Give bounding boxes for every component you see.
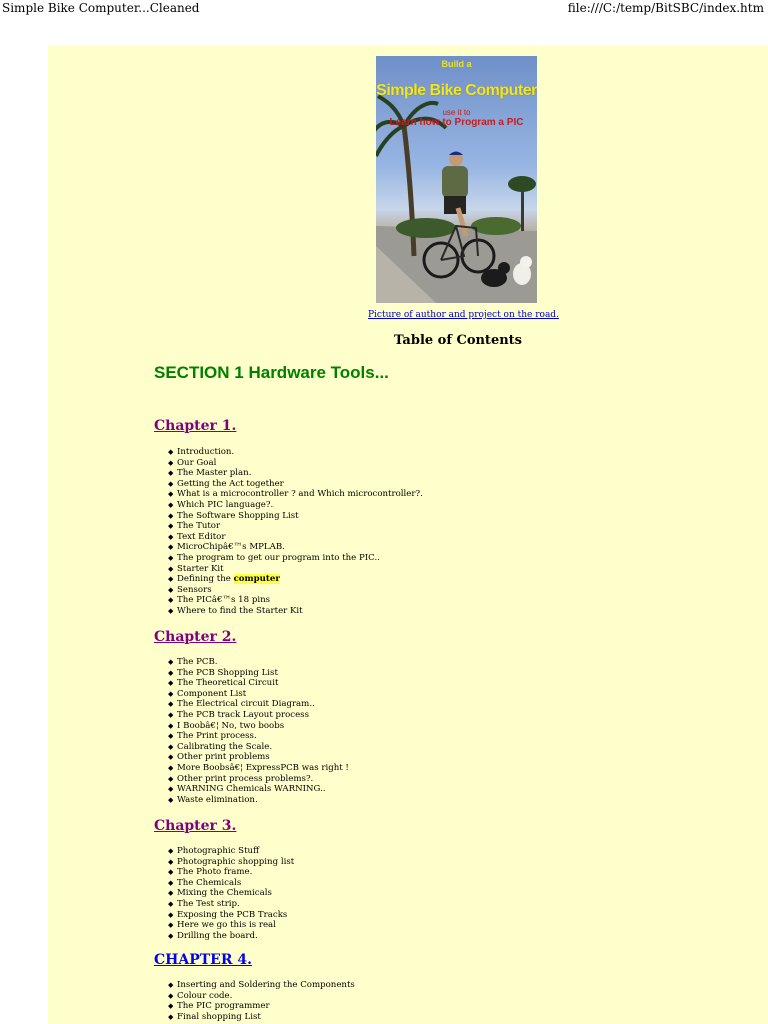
list-item[interactable]: ◆ More Boobsâ€¦ ExpressPCB was right ! — [168, 762, 349, 773]
list-item[interactable]: ◆ Which PIC language?. — [168, 499, 274, 510]
chapter-4-link[interactable]: CHAPTER 4. — [154, 952, 252, 968]
diamond-bullet-icon: ◆ — [168, 742, 174, 751]
list-item[interactable]: ◆ The Tutor — [168, 521, 221, 532]
list-item[interactable]: ◆ The PCB Shopping List — [168, 667, 278, 678]
list-item[interactable]: ◆ Starter Kit — [168, 563, 224, 574]
list-item[interactable]: ◆ Photographic Stuff — [168, 846, 260, 856]
diamond-bullet-icon: ◆ — [168, 575, 174, 584]
diamond-bullet-icon: ◆ — [168, 564, 174, 573]
chapter-3-list — [168, 846, 294, 941]
cover-line-2: Simple Bike Computer — [376, 82, 537, 99]
list-item[interactable]: ◆ The Print process. — [168, 731, 257, 742]
list-item[interactable]: ◆ The Master plan. — [168, 468, 252, 479]
diamond-bullet-icon: ◆ — [168, 700, 174, 709]
chapter-2-link[interactable]: Chapter 2. — [154, 629, 237, 645]
list-item[interactable]: ◆ Exposing the PCB Tracks — [168, 909, 288, 920]
page-url: file:///C:/temp/BitSBC/index.htm — [567, 1, 764, 15]
diamond-bullet-icon: ◆ — [168, 490, 174, 499]
diamond-bullet-icon: ◆ — [168, 795, 174, 804]
diamond-bullet-icon: ◆ — [168, 774, 174, 783]
window-title: Simple Bike Computer...Cleaned — [2, 1, 200, 15]
list-item[interactable]: ◆ Sensors — [168, 584, 212, 595]
chapter-1-link[interactable]: Chapter 1. — [154, 418, 237, 434]
list-item[interactable]: ◆ Mixing the Chemicals — [168, 888, 272, 899]
diamond-bullet-icon: ◆ — [168, 658, 174, 666]
diamond-bullet-icon: ◆ — [168, 679, 174, 688]
list-item[interactable]: ◆ The Electrical circuit Diagram.. — [168, 699, 315, 710]
list-item[interactable]: ◆ MicroChipâ€™s MPLAB. — [168, 542, 285, 553]
list-item[interactable]: ◆ Introduction. — [168, 447, 235, 457]
diamond-bullet-icon: ◆ — [168, 543, 174, 552]
list-item[interactable]: ◆ Colour code. — [168, 990, 233, 1001]
list-item[interactable]: ◆ The Photo frame. — [168, 867, 253, 878]
diamond-bullet-icon: ◆ — [168, 500, 174, 509]
diamond-bullet-icon: ◆ — [168, 763, 174, 772]
highlighted-word: computer — [233, 574, 280, 585]
list-item[interactable]: ◆ The PIC programmer — [168, 1001, 270, 1012]
list-item[interactable]: ◆ Inserting and Soldering the Components — [168, 980, 355, 990]
list-item[interactable]: ◆ The Theoretical Circuit — [168, 678, 279, 689]
diamond-bullet-icon: ◆ — [168, 921, 174, 930]
list-item[interactable]: ◆ WARNING Chemicals WARNING.. — [168, 784, 326, 795]
list-item[interactable]: ◆ What is a microcontroller ? and Which microcontroller?. — [168, 489, 423, 500]
list-item[interactable]: ◆ Defining the computer — [168, 574, 280, 585]
diamond-bullet-icon: ◆ — [168, 479, 174, 488]
diamond-bullet-icon: ◆ — [168, 710, 174, 719]
diamond-bullet-icon: ◆ — [168, 532, 174, 541]
list-item[interactable]: ◆ Photographic shopping list — [168, 856, 295, 867]
diamond-bullet-icon: ◆ — [168, 910, 174, 919]
cover-caption-link[interactable]: Picture of author and project on the road. — [368, 310, 559, 320]
chapter-3-link[interactable]: Chapter 3. — [154, 818, 237, 834]
diamond-bullet-icon: ◆ — [168, 585, 174, 594]
diamond-bullet-icon: ◆ — [168, 981, 174, 989]
diamond-bullet-icon: ◆ — [168, 991, 174, 1000]
diamond-bullet-icon: ◆ — [168, 458, 174, 467]
list-item[interactable]: ◆ The Software Shopping List — [168, 510, 299, 521]
diamond-bullet-icon: ◆ — [168, 931, 174, 940]
diamond-bullet-icon: ◆ — [168, 889, 174, 898]
list-item[interactable]: ◆ Final shopping List — [168, 1011, 261, 1022]
list-item[interactable]: ◆ The PCB track Layout process — [168, 709, 310, 720]
list-item[interactable]: ◆ Waste elimination. — [168, 794, 258, 805]
diamond-bullet-icon: ◆ — [168, 857, 174, 866]
diamond-bullet-icon: ◆ — [168, 732, 174, 741]
chapter-1-list — [168, 447, 423, 617]
list-item[interactable]: ◆ Getting the Act together — [168, 478, 284, 489]
diamond-bullet-icon: ◆ — [168, 511, 174, 520]
list-item[interactable]: ◆ Component List — [168, 688, 247, 699]
diamond-bullet-icon: ◆ — [168, 785, 174, 794]
chapter-4-list — [168, 980, 355, 1022]
diamond-bullet-icon: ◆ — [168, 1012, 174, 1021]
diamond-bullet-icon: ◆ — [168, 847, 174, 855]
document-page — [48, 45, 768, 1024]
list-item[interactable]: ◆ The Chemicals — [168, 877, 242, 888]
diamond-bullet-icon: ◆ — [168, 689, 174, 698]
cover-line-1: Build a — [441, 59, 472, 69]
list-item[interactable]: ◆ The PICâ€™s 18 pins — [168, 595, 271, 606]
toc-title: Table of Contents — [394, 333, 522, 348]
diamond-bullet-icon: ◆ — [168, 878, 174, 887]
diamond-bullet-icon: ◆ — [168, 606, 174, 615]
diamond-bullet-icon: ◆ — [168, 721, 174, 730]
chapter-2-list — [168, 657, 349, 805]
section-heading: SECTION 1 Hardware Tools... — [154, 363, 389, 382]
list-item[interactable]: ◆ The program to get our program into the PIC.. — [168, 552, 380, 563]
cover-line-3: use it to — [442, 108, 471, 117]
list-item[interactable]: ◆ Where to find the Starter Kit — [168, 605, 303, 616]
diamond-bullet-icon: ◆ — [168, 753, 174, 762]
diamond-bullet-icon: ◆ — [168, 553, 174, 562]
list-item[interactable]: ◆ Other print process problems?. — [168, 773, 314, 784]
diamond-bullet-icon: ◆ — [168, 596, 174, 605]
diamond-bullet-icon: ◆ — [168, 668, 174, 677]
cover-image[interactable] — [376, 56, 537, 303]
cover-line-4: Learn how to Program a PIC — [389, 117, 524, 128]
list-item[interactable]: ◆ Drilling the board. — [168, 930, 258, 941]
list-item[interactable]: ◆ Calibrating the Scale. — [168, 741, 273, 752]
diamond-bullet-icon: ◆ — [168, 522, 174, 531]
list-item[interactable]: ◆ Here we go this is real — [168, 920, 276, 931]
list-item[interactable]: ◆ Other print problems — [168, 752, 270, 763]
diamond-bullet-icon: ◆ — [168, 899, 174, 908]
diamond-bullet-icon: ◆ — [168, 469, 174, 478]
list-item[interactable]: ◆ The Test strip. — [168, 898, 240, 909]
diamond-bullet-icon: ◆ — [168, 868, 174, 877]
list-item[interactable]: ◆ Text Editor — [168, 531, 226, 542]
diamond-bullet-icon: ◆ — [168, 1002, 174, 1011]
list-item[interactable]: ◆ Our Goal — [168, 457, 217, 468]
diamond-bullet-icon: ◆ — [168, 448, 174, 456]
list-item[interactable]: ◆ I Boobâ€¦ No, two boobs — [168, 720, 285, 731]
list-item[interactable]: ◆ The PCB. — [168, 657, 218, 667]
